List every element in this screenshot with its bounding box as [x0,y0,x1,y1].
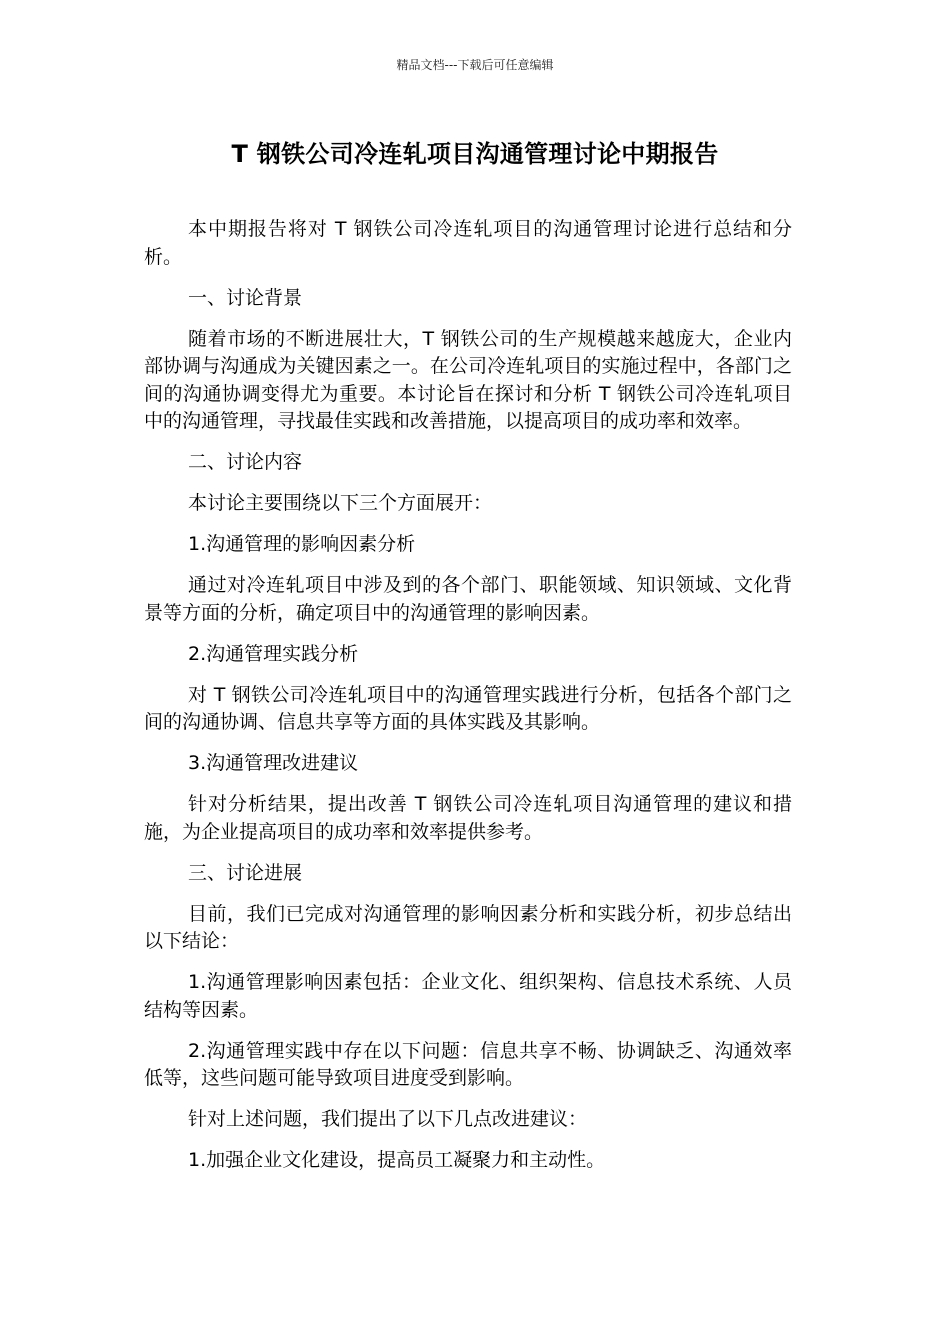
content-item-1-heading: 1.沟通管理的影响因素分析 [188,533,416,555]
content-item-2-heading: 2.沟通管理实践分析 [188,642,359,665]
document-title: T 钢铁公司冷连轧项目沟通管理讨论中期报告 [231,140,719,168]
section-heading-content: 二、讨论内容 [188,451,303,473]
section-heading-progress: 三、讨论进展 [188,861,303,884]
suggestions-intro-paragraph: 针对上述问题，我们提出了以下几点改进建议： [188,1108,588,1130]
content-intro-paragraph: 本讨论主要围绕以下三个方面展开： [188,492,493,514]
progress-intro-paragraph: 目前，我们已完成对沟通管理的影响因素分析和实践分析，初步总结出以下结论： [144,902,792,952]
suggestion-1-paragraph: 1.加强企业文化建设，提高员工凝聚力和主动性。 [188,1149,606,1171]
content-item-1-paragraph: 通过对冷连轧项目中涉及到的各个部门、职能领域、知识领域、文化背景等方面的分析，确定项目中的沟通管理的影响因素。 [144,574,792,624]
background-paragraph: 随着市场的不断进展壮大，T 钢铁公司的生产规模越来越庞大，企业内部协调与沟通成为关键因素之一。在公司冷连轧项目的实施过程中，各部门之间的沟通协调变得尤为重要。本讨论旨在探讨和分析 T 钢铁公司冷连轧项目中的沟通管理，寻找最佳实践和改善措施，以提高项目的成功率和效率。 [144,327,792,432]
content-item-2-paragraph: 对 T 钢铁公司冷连轧项目中的沟通管理实践进行分析，包括各个部门之间的沟通协调、信息共享等方面的具体实践及其影响。 [144,683,792,733]
header-note: 精品文档---下载后可任意编辑 [396,58,554,72]
section-heading-background: 一、讨论背景 [188,286,303,309]
document-body [144,216,792,1188]
conclusion-1-paragraph: 1.沟通管理影响因素包括：企业文化、组织架构、信息技术系统、人员结构等因素。 [144,971,792,1021]
content-item-3-heading: 3.沟通管理改进建议 [188,752,359,774]
intro-paragraph: 本中期报告将对 T 钢铁公司冷连轧项目的沟通管理讨论进行总结和分析。 [144,218,792,268]
conclusion-2-paragraph: 2.沟通管理实践中存在以下问题：信息共享不畅、协调缺乏、沟通效率低等，这些问题可能导致项目进度受到影响。 [144,1039,792,1089]
content-item-3-paragraph: 针对分析结果，提出改善 T 钢铁公司冷连轧项目沟通管理的建议和措施，为企业提高项目的成功率和效率提供参考。 [144,793,792,843]
